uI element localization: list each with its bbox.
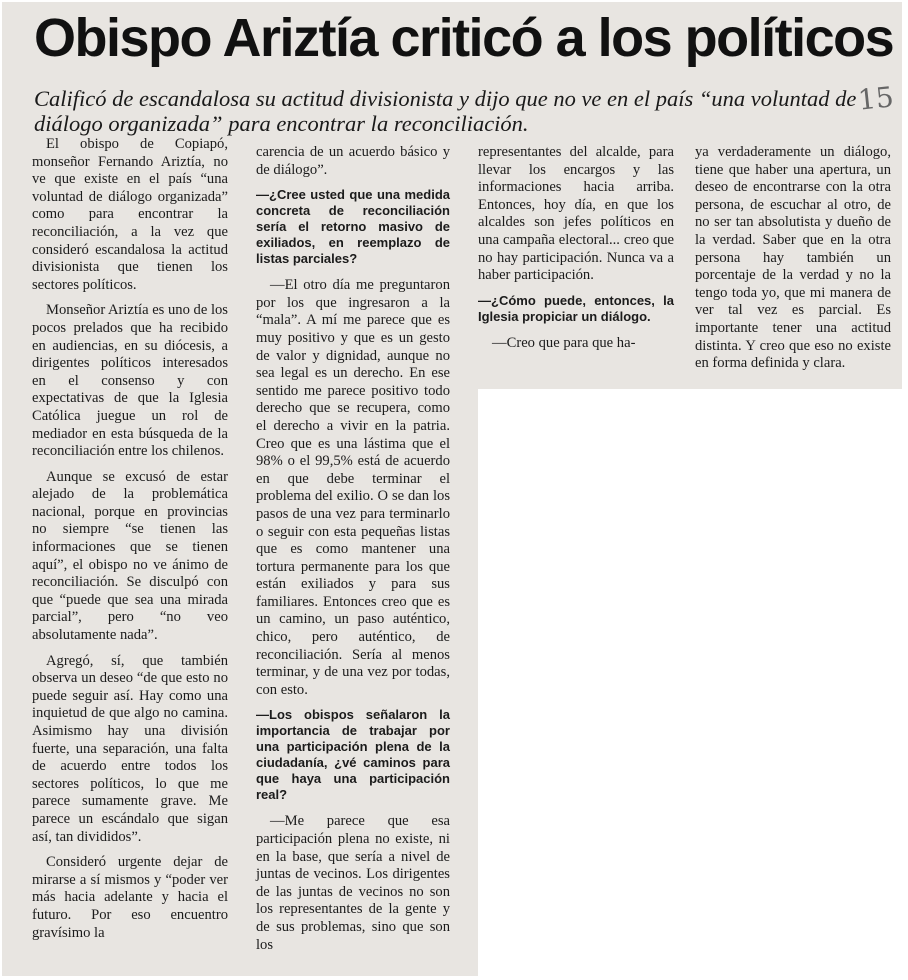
headline: Obispo Ariztía criticó a los políticos [34,8,894,68]
paragraph: Monseñor Ariztía es uno de los pocos prelados que ha recibido en audiencias, en su diócesis, a dirigentes políticos interesados en el consenso y con expectativas de que la Iglesia Católica juegue un rol de mediador en esta búsqueda de la reconciliación entre los chilenos. [32,302,228,460]
interview-answer: —Creo que para que ha- [492,334,636,351]
interview-question: —Los obispos señalaron la importancia de trabajar por una participación plena de la ciudadanía, ¿vé caminos para que haya una participación real? [256,707,450,803]
interview-answer: —El otro día me preguntaron por los que ingresaron a la “mala”. A mí me parece que es muy positivo y que es un gesto de valor y dignidad, aunque no sea legal es un derecho. En ese sentido me parece positivo todo derecho que se recupera, como el derecho a vivir en la patria. Creo que es una lástima que el 98% o el 99,5% está de acuerdo en que debe terminar el problema del exilio. O se dan los pasos de una vez para terminarlo o seguir con esta pequeñas listas que es como mantener una tortura permanente para los que están exiliados y para sus familiares. Entonces creo que es un camino, un paso auténtico, chico, pero auténtico, de reconciliación. Sería al menos terminar, y de una vez por todas, con esto. [256,277,450,698]
paragraph: Consideró urgente dejar de mirarse a sí mismos y “poder ver más hacia adelante y hacia el futuro. Por eso encuentro gravísimo la [32,854,228,941]
interview-question: —¿Cómo puede, entonces, la Iglesia propiciar un diálogo. [478,292,674,324]
paragraph: representantes del alcalde, para llevar los encargos y las informaciones hacia arriba. Entonces, hoy día, en que los alcaldes son jefes políticos en una campaña electoral... creo que no hay participación. Nunca va a haber participación. [478,144,674,284]
deck-subtitle: Calificó de escandalosa su actitud divisionista y dijo que no ve en el país “una voluntad de diálogo organizada” para encontrar la reconciliación. [34,86,857,136]
interview-question: —¿Cree usted que una medida concreta de reconciliación sería el retorno masivo de exiliados, en reemplazo de listas parciales? [256,187,450,267]
article-column-1 [32,136,228,950]
paragraph: ya verdaderamente un diálogo, tiene que haber una apertura, un deseo de encontrarse con la otra persona, de escuchar al otro, de no ser tan absolutista y dueño de la verdad. Saber que en la otra persona hay también un porcentaje de la verdad y no la tengo toda yo, que mi manera de ver tal vez es parcial. Es importante tener una actitud distinta. Y creo que eso no existe en forma definida y clara. [695,144,891,372]
handwritten-margin-note: 15 [856,80,896,117]
paragraph: El obispo de Copiapó, monseñor Fernando Ariztía, no ve que existe en el país “una voluntad de diálogo organizada” como para encontrar la reconciliación, a la vez que consideró escandalosa la actitud divisionista que tienen los sectores políticos. [32,136,228,293]
article-column-3 [478,144,674,360]
paragraph: Aunque se excusó de estar alejado de la problemática nacional, porque en provincias no siempre “se tienen las informaciones que se tienen aquí”, el obispo no ve ánimo de reconciliación. Se disculpó con que “puede que sea una mirada parcial”, pero “no veo absolutamente nada”. [32,468,228,644]
paragraph: Agregó, sí, que también observa un deseo “de que esto no puede seguir así. Hay como una inquietud de que algo no camina. Asimismo hay una división fuerte, una separación, una falta de acuerdo entre todos los sectores políticos, lo que me parece sumamente grave. Me parece un escándalo que sigan así, tan divididos”. [32,652,228,845]
interview-answer: —Me parece que esa participación plena no existe, ni en la base, que sería a nivel de juntas de vecinos. Los dirigentes de las juntas de vecinos no son los representantes de la gente y de sus problemas, sino que son los [256,813,450,953]
article-column-2 [256,144,450,962]
article-column-4 [695,144,891,381]
paragraph: carencia de un acuerdo básico y de diálogo”. [256,144,450,178]
